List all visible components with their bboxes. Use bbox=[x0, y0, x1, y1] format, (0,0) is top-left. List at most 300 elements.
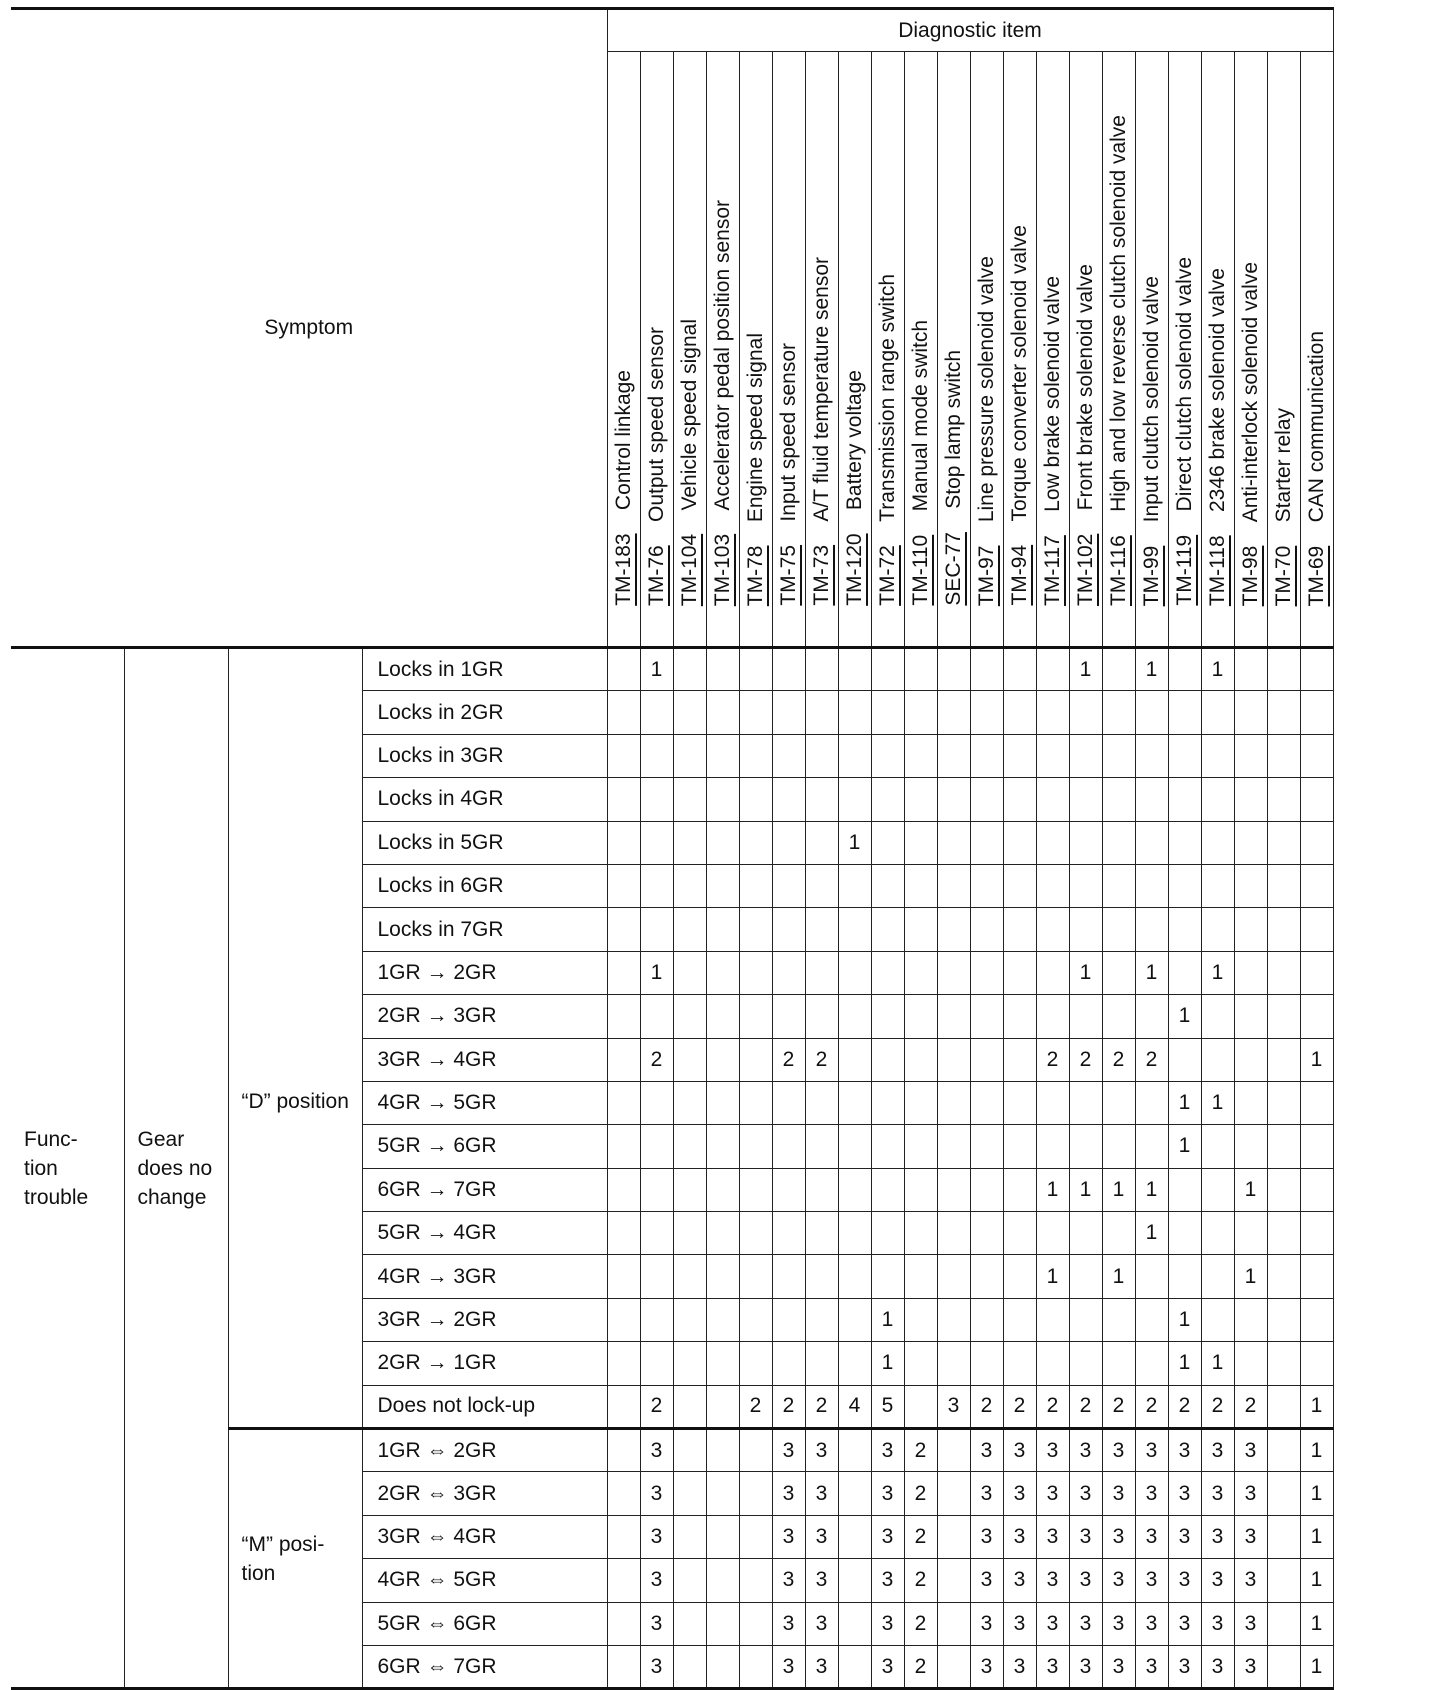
priority-cell bbox=[1234, 691, 1267, 734]
priority-cell bbox=[673, 1645, 706, 1688]
diag-column-ref-link[interactable]: TM-118 bbox=[1206, 535, 1229, 606]
priority-cell bbox=[673, 1342, 706, 1385]
priority-cell bbox=[1102, 691, 1135, 734]
priority-cell bbox=[1102, 995, 1135, 1038]
priority-cell bbox=[838, 648, 871, 691]
priority-cell bbox=[673, 648, 706, 691]
priority-cell bbox=[1201, 908, 1234, 951]
priority-cell bbox=[1003, 864, 1036, 907]
priority-cell bbox=[706, 1559, 739, 1602]
diag-column-ref-link[interactable]: TM-99 bbox=[1140, 545, 1163, 606]
priority-cell bbox=[1267, 1081, 1300, 1124]
priority-cell bbox=[1135, 691, 1168, 734]
diag-column-ref-link[interactable]: TM-97 bbox=[975, 545, 998, 606]
priority-cell bbox=[937, 1298, 970, 1341]
priority-cell bbox=[1300, 821, 1333, 864]
priority-cell bbox=[1168, 1168, 1201, 1211]
priority-cell bbox=[673, 1038, 706, 1081]
priority-cell bbox=[640, 864, 673, 907]
priority-cell bbox=[1267, 864, 1300, 907]
priority-cell: 1 bbox=[1168, 1298, 1201, 1341]
priority-cell bbox=[640, 1168, 673, 1211]
priority-cell bbox=[607, 1168, 640, 1211]
priority-cell bbox=[1168, 908, 1201, 951]
diag-column-ref-link[interactable]: TM-116 bbox=[1107, 535, 1130, 606]
priority-cell: 2 bbox=[1102, 1038, 1135, 1081]
priority-cell: 1 bbox=[1234, 1255, 1267, 1298]
priority-cell bbox=[1300, 1342, 1333, 1385]
diag-column-name: A/T fluid temperature sensor bbox=[810, 257, 833, 522]
symptom-condition: 6GR → 7GR bbox=[362, 1168, 607, 1211]
priority-cell bbox=[838, 778, 871, 821]
priority-cell bbox=[772, 995, 805, 1038]
priority-cell: 3 bbox=[1069, 1429, 1102, 1472]
priority-cell bbox=[1069, 1212, 1102, 1255]
priority-cell bbox=[904, 1342, 937, 1385]
priority-cell bbox=[838, 734, 871, 777]
priority-cell bbox=[1036, 1081, 1069, 1124]
priority-cell bbox=[1003, 691, 1036, 734]
priority-cell: 3 bbox=[1036, 1472, 1069, 1515]
priority-cell bbox=[1267, 691, 1300, 734]
priority-cell: 2 bbox=[1168, 1385, 1201, 1428]
priority-cell bbox=[673, 1255, 706, 1298]
priority-cell: 2 bbox=[772, 1038, 805, 1081]
priority-cell: 3 bbox=[1201, 1602, 1234, 1645]
priority-cell bbox=[970, 1038, 1003, 1081]
priority-cell: 3 bbox=[640, 1515, 673, 1558]
priority-cell: 1 bbox=[1300, 1385, 1333, 1428]
priority-cell bbox=[607, 778, 640, 821]
priority-cell bbox=[607, 1255, 640, 1298]
priority-cell bbox=[607, 1602, 640, 1645]
priority-cell bbox=[1168, 648, 1201, 691]
priority-cell bbox=[772, 1125, 805, 1168]
priority-cell: 3 bbox=[640, 1602, 673, 1645]
priority-cell bbox=[904, 778, 937, 821]
diag-column-ref-link[interactable]: TM-119 bbox=[1173, 535, 1196, 606]
priority-cell bbox=[673, 1298, 706, 1341]
priority-cell: 1 bbox=[1300, 1429, 1333, 1472]
priority-cell bbox=[937, 864, 970, 907]
diag-column-header bbox=[772, 52, 805, 648]
diag-column-header bbox=[1300, 52, 1333, 648]
priority-cell bbox=[1003, 821, 1036, 864]
priority-cell bbox=[1267, 821, 1300, 864]
priority-cell: 3 bbox=[1069, 1515, 1102, 1558]
priority-cell bbox=[772, 1298, 805, 1341]
diag-column-name: High and low reverse clutch solenoid valve bbox=[1107, 114, 1130, 512]
priority-cell bbox=[1069, 1125, 1102, 1168]
symptom-subcategory: Gear does no change bbox=[124, 648, 228, 1689]
priority-cell bbox=[1069, 995, 1102, 1038]
diag-column-ref-link[interactable]: TM-183 bbox=[612, 533, 635, 606]
priority-cell bbox=[871, 821, 904, 864]
priority-cell bbox=[1069, 864, 1102, 907]
priority-cell: 3 bbox=[1003, 1472, 1036, 1515]
priority-cell bbox=[1300, 1298, 1333, 1341]
priority-cell bbox=[838, 1168, 871, 1211]
priority-cell: 2 bbox=[904, 1645, 937, 1688]
diag-column-ref-link[interactable]: TM-103 bbox=[711, 533, 734, 606]
priority-cell bbox=[838, 1342, 871, 1385]
priority-cell: 3 bbox=[1168, 1515, 1201, 1558]
priority-cell bbox=[706, 864, 739, 907]
priority-cell bbox=[937, 1038, 970, 1081]
priority-cell: 3 bbox=[1135, 1645, 1168, 1688]
priority-cell bbox=[706, 821, 739, 864]
priority-cell bbox=[904, 648, 937, 691]
priority-cell: 1 bbox=[871, 1298, 904, 1341]
priority-cell bbox=[1234, 951, 1267, 994]
priority-cell bbox=[640, 908, 673, 951]
priority-cell bbox=[772, 648, 805, 691]
priority-cell bbox=[640, 1125, 673, 1168]
diag-column-ref-link[interactable]: TM-69 bbox=[1305, 545, 1328, 606]
priority-cell bbox=[904, 1081, 937, 1124]
priority-cell bbox=[1036, 864, 1069, 907]
priority-cell bbox=[607, 1298, 640, 1341]
priority-cell bbox=[838, 1559, 871, 1602]
priority-cell bbox=[1069, 908, 1102, 951]
priority-cell: 3 bbox=[1036, 1559, 1069, 1602]
priority-cell bbox=[805, 734, 838, 777]
priority-cell: 2 bbox=[640, 1038, 673, 1081]
priority-cell bbox=[1201, 864, 1234, 907]
diag-column-ref-link[interactable]: TM-98 bbox=[1239, 545, 1262, 606]
priority-cell bbox=[1069, 1081, 1102, 1124]
priority-cell bbox=[937, 908, 970, 951]
priority-cell bbox=[673, 1472, 706, 1515]
diag-column-name: Low brake solenoid valve bbox=[1041, 276, 1064, 512]
priority-cell bbox=[1102, 734, 1135, 777]
priority-cell: 3 bbox=[1201, 1515, 1234, 1558]
priority-cell bbox=[1168, 864, 1201, 907]
priority-cell bbox=[1102, 1125, 1135, 1168]
priority-cell bbox=[739, 1472, 772, 1515]
diag-column-name: Battery voltage bbox=[843, 370, 866, 511]
priority-cell bbox=[1135, 1298, 1168, 1341]
priority-cell: 1 bbox=[1036, 1255, 1069, 1298]
priority-cell bbox=[1069, 734, 1102, 777]
priority-cell: 1 bbox=[1069, 951, 1102, 994]
priority-cell bbox=[871, 1212, 904, 1255]
priority-cell: 3 bbox=[772, 1559, 805, 1602]
priority-cell bbox=[1069, 821, 1102, 864]
priority-cell bbox=[1267, 1385, 1300, 1428]
priority-cell bbox=[838, 1602, 871, 1645]
priority-cell bbox=[739, 1038, 772, 1081]
d-position-group: “D” position bbox=[228, 648, 362, 1429]
priority-cell bbox=[772, 1081, 805, 1124]
priority-cell: 3 bbox=[871, 1472, 904, 1515]
priority-cell bbox=[1003, 1125, 1036, 1168]
priority-cell: 3 bbox=[1234, 1559, 1267, 1602]
symptom-condition: Does not lock-up bbox=[362, 1385, 607, 1428]
priority-cell: 1 bbox=[1069, 1168, 1102, 1211]
priority-cell bbox=[838, 1298, 871, 1341]
priority-cell bbox=[1102, 908, 1135, 951]
priority-cell bbox=[1168, 951, 1201, 994]
priority-cell bbox=[1036, 778, 1069, 821]
diag-column-header bbox=[1135, 52, 1168, 648]
priority-cell: 1 bbox=[1135, 648, 1168, 691]
priority-cell: 2 bbox=[1135, 1038, 1168, 1081]
priority-cell bbox=[1201, 1298, 1234, 1341]
priority-cell bbox=[673, 1168, 706, 1211]
priority-cell bbox=[1036, 821, 1069, 864]
priority-cell: 2 bbox=[1069, 1038, 1102, 1081]
diag-column-header bbox=[805, 52, 838, 648]
priority-cell bbox=[706, 1385, 739, 1428]
diag-column-ref-link[interactable]: TM-110 bbox=[909, 535, 932, 606]
priority-cell: 3 bbox=[805, 1429, 838, 1472]
priority-cell bbox=[1201, 1038, 1234, 1081]
priority-cell bbox=[805, 691, 838, 734]
priority-cell bbox=[904, 951, 937, 994]
priority-cell: 3 bbox=[640, 1559, 673, 1602]
priority-cell: 1 bbox=[1135, 1212, 1168, 1255]
priority-cell bbox=[838, 1515, 871, 1558]
priority-cell bbox=[805, 648, 838, 691]
priority-cell bbox=[937, 1342, 970, 1385]
priority-cell: 3 bbox=[1168, 1645, 1201, 1688]
priority-cell: 1 bbox=[1168, 1125, 1201, 1168]
priority-cell bbox=[1300, 995, 1333, 1038]
priority-cell bbox=[904, 1255, 937, 1298]
diag-column-ref-link[interactable]: TM-73 bbox=[810, 545, 833, 606]
priority-cell bbox=[607, 908, 640, 951]
diag-column-ref-link[interactable]: TM-76 bbox=[645, 545, 668, 606]
priority-cell: 3 bbox=[1234, 1515, 1267, 1558]
priority-cell bbox=[1234, 778, 1267, 821]
priority-cell bbox=[1003, 648, 1036, 691]
priority-cell: 3 bbox=[772, 1515, 805, 1558]
priority-cell bbox=[1267, 1472, 1300, 1515]
diag-column-ref-link[interactable]: TM-102 bbox=[1074, 533, 1097, 606]
priority-cell bbox=[739, 1212, 772, 1255]
priority-cell bbox=[937, 1559, 970, 1602]
priority-cell bbox=[1267, 1168, 1300, 1211]
priority-cell bbox=[640, 1212, 673, 1255]
priority-cell bbox=[1300, 1125, 1333, 1168]
symptom-condition: Locks in 5GR bbox=[362, 821, 607, 864]
priority-cell bbox=[640, 778, 673, 821]
priority-cell bbox=[1300, 1168, 1333, 1211]
priority-cell: 3 bbox=[1135, 1429, 1168, 1472]
priority-cell bbox=[1267, 734, 1300, 777]
priority-cell bbox=[904, 691, 937, 734]
priority-cell bbox=[1300, 734, 1333, 777]
priority-cell bbox=[1003, 1038, 1036, 1081]
priority-cell bbox=[904, 995, 937, 1038]
priority-cell bbox=[937, 1645, 970, 1688]
diag-column-header bbox=[937, 52, 970, 648]
priority-cell bbox=[739, 1602, 772, 1645]
priority-cell: 3 bbox=[937, 1385, 970, 1428]
diag-column-ref-link[interactable]: TM-104 bbox=[678, 533, 701, 606]
priority-cell bbox=[673, 951, 706, 994]
diag-column-header bbox=[673, 52, 706, 648]
priority-cell: 3 bbox=[1234, 1602, 1267, 1645]
priority-cell bbox=[838, 995, 871, 1038]
priority-cell: 1 bbox=[1300, 1038, 1333, 1081]
priority-cell bbox=[1201, 778, 1234, 821]
priority-cell bbox=[1201, 1168, 1234, 1211]
priority-cell bbox=[904, 1385, 937, 1428]
diag-column-name: Control linkage bbox=[612, 370, 635, 511]
priority-cell: 2 bbox=[1102, 1385, 1135, 1428]
priority-cell: 2 bbox=[904, 1472, 937, 1515]
priority-cell bbox=[838, 1429, 871, 1472]
diag-column-ref-link[interactable]: SEC-77 bbox=[942, 532, 965, 606]
priority-cell bbox=[1102, 821, 1135, 864]
priority-cell bbox=[1234, 1125, 1267, 1168]
priority-cell bbox=[673, 1602, 706, 1645]
priority-cell bbox=[1102, 778, 1135, 821]
priority-cell: 2 bbox=[1201, 1385, 1234, 1428]
priority-cell: 3 bbox=[1036, 1602, 1069, 1645]
priority-cell bbox=[1036, 1298, 1069, 1341]
priority-cell bbox=[706, 995, 739, 1038]
priority-cell: 3 bbox=[1168, 1429, 1201, 1472]
priority-cell: 1 bbox=[1201, 1342, 1234, 1385]
priority-cell bbox=[673, 734, 706, 777]
priority-cell bbox=[1267, 1559, 1300, 1602]
priority-cell bbox=[970, 951, 1003, 994]
priority-cell bbox=[1300, 1212, 1333, 1255]
priority-cell bbox=[706, 1168, 739, 1211]
priority-cell bbox=[607, 734, 640, 777]
priority-cell bbox=[706, 1298, 739, 1341]
diag-column-ref-link[interactable]: TM-94 bbox=[1008, 545, 1031, 606]
priority-cell: 3 bbox=[772, 1602, 805, 1645]
diag-column-ref-link[interactable]: TM-70 bbox=[1272, 545, 1295, 606]
priority-cell: 2 bbox=[772, 1385, 805, 1428]
priority-cell: 1 bbox=[1300, 1602, 1333, 1645]
priority-cell bbox=[1300, 908, 1333, 951]
priority-cell: 1 bbox=[1201, 1081, 1234, 1124]
priority-cell: 2 bbox=[1036, 1385, 1069, 1428]
priority-cell bbox=[838, 1472, 871, 1515]
priority-cell bbox=[1135, 778, 1168, 821]
diag-column-header bbox=[1234, 52, 1267, 648]
diag-column-ref-link[interactable]: TM-78 bbox=[744, 545, 767, 606]
priority-cell bbox=[1102, 1298, 1135, 1341]
priority-cell bbox=[640, 1298, 673, 1341]
priority-cell: 1 bbox=[640, 648, 673, 691]
priority-cell bbox=[1300, 951, 1333, 994]
priority-cell: 3 bbox=[1036, 1429, 1069, 1472]
priority-cell: 1 bbox=[1135, 1168, 1168, 1211]
priority-cell bbox=[805, 951, 838, 994]
priority-cell bbox=[1300, 864, 1333, 907]
priority-cell bbox=[970, 778, 1003, 821]
symptom-condition: 2GR → 1GR bbox=[362, 1342, 607, 1385]
symptom-condition: Locks in 2GR bbox=[362, 691, 607, 734]
priority-cell: 3 bbox=[1102, 1472, 1135, 1515]
priority-cell bbox=[706, 1342, 739, 1385]
priority-cell: 2 bbox=[1036, 1038, 1069, 1081]
priority-cell bbox=[1201, 1212, 1234, 1255]
priority-cell bbox=[838, 1038, 871, 1081]
priority-cell bbox=[970, 908, 1003, 951]
priority-cell: 3 bbox=[1234, 1472, 1267, 1515]
priority-cell bbox=[838, 1081, 871, 1124]
priority-cell bbox=[739, 1342, 772, 1385]
priority-cell bbox=[1102, 1212, 1135, 1255]
priority-cell bbox=[1135, 1255, 1168, 1298]
priority-cell bbox=[871, 864, 904, 907]
priority-cell bbox=[1234, 734, 1267, 777]
priority-cell bbox=[970, 691, 1003, 734]
diagnostic-item-header: Diagnostic item bbox=[607, 9, 1333, 52]
priority-cell bbox=[739, 1429, 772, 1472]
priority-cell: 1 bbox=[1168, 1081, 1201, 1124]
priority-cell bbox=[937, 951, 970, 994]
priority-cell bbox=[772, 1342, 805, 1385]
priority-cell bbox=[607, 1472, 640, 1515]
priority-cell: 3 bbox=[1003, 1602, 1036, 1645]
priority-cell bbox=[1168, 821, 1201, 864]
priority-cell bbox=[805, 1081, 838, 1124]
priority-cell: 3 bbox=[805, 1472, 838, 1515]
priority-cell bbox=[904, 734, 937, 777]
diag-column-name: Starter relay bbox=[1272, 407, 1295, 522]
diag-column-ref-link[interactable]: TM-72 bbox=[876, 545, 899, 606]
priority-cell bbox=[1003, 995, 1036, 1038]
priority-cell bbox=[1135, 908, 1168, 951]
symptom-category: Func- tion trouble bbox=[11, 648, 124, 1689]
diag-column-ref-link[interactable]: TM-75 bbox=[777, 545, 800, 606]
priority-cell bbox=[739, 1298, 772, 1341]
priority-cell bbox=[1135, 864, 1168, 907]
priority-cell bbox=[838, 1645, 871, 1688]
symptom-condition: 3GR → 4GR bbox=[362, 1038, 607, 1081]
priority-cell bbox=[1036, 734, 1069, 777]
priority-cell bbox=[706, 951, 739, 994]
symptom-condition: 4GR → 3GR bbox=[362, 1255, 607, 1298]
priority-cell bbox=[772, 778, 805, 821]
diag-column-ref-link[interactable]: TM-120 bbox=[843, 533, 866, 606]
priority-cell bbox=[640, 1081, 673, 1124]
priority-cell bbox=[838, 864, 871, 907]
priority-cell bbox=[1267, 1038, 1300, 1081]
priority-cell bbox=[706, 1645, 739, 1688]
priority-cell bbox=[937, 1168, 970, 1211]
priority-cell: 3 bbox=[1135, 1559, 1168, 1602]
priority-cell: 1 bbox=[1135, 951, 1168, 994]
priority-cell bbox=[607, 1125, 640, 1168]
diag-column-header bbox=[904, 52, 937, 648]
priority-cell: 3 bbox=[805, 1515, 838, 1558]
priority-cell bbox=[1003, 1298, 1036, 1341]
priority-cell bbox=[607, 1385, 640, 1428]
priority-cell bbox=[673, 1081, 706, 1124]
diag-column-name: 2346 brake solenoid valve bbox=[1206, 267, 1229, 512]
priority-cell: 3 bbox=[805, 1645, 838, 1688]
priority-cell bbox=[937, 821, 970, 864]
priority-cell: 2 bbox=[904, 1429, 937, 1472]
priority-cell bbox=[1267, 1429, 1300, 1472]
priority-cell bbox=[739, 1255, 772, 1298]
priority-cell bbox=[673, 1125, 706, 1168]
priority-cell bbox=[706, 778, 739, 821]
priority-cell bbox=[1234, 821, 1267, 864]
diag-column-header bbox=[1168, 52, 1201, 648]
diag-column-ref-link[interactable]: TM-117 bbox=[1041, 535, 1064, 606]
priority-cell: 2 bbox=[1069, 1385, 1102, 1428]
